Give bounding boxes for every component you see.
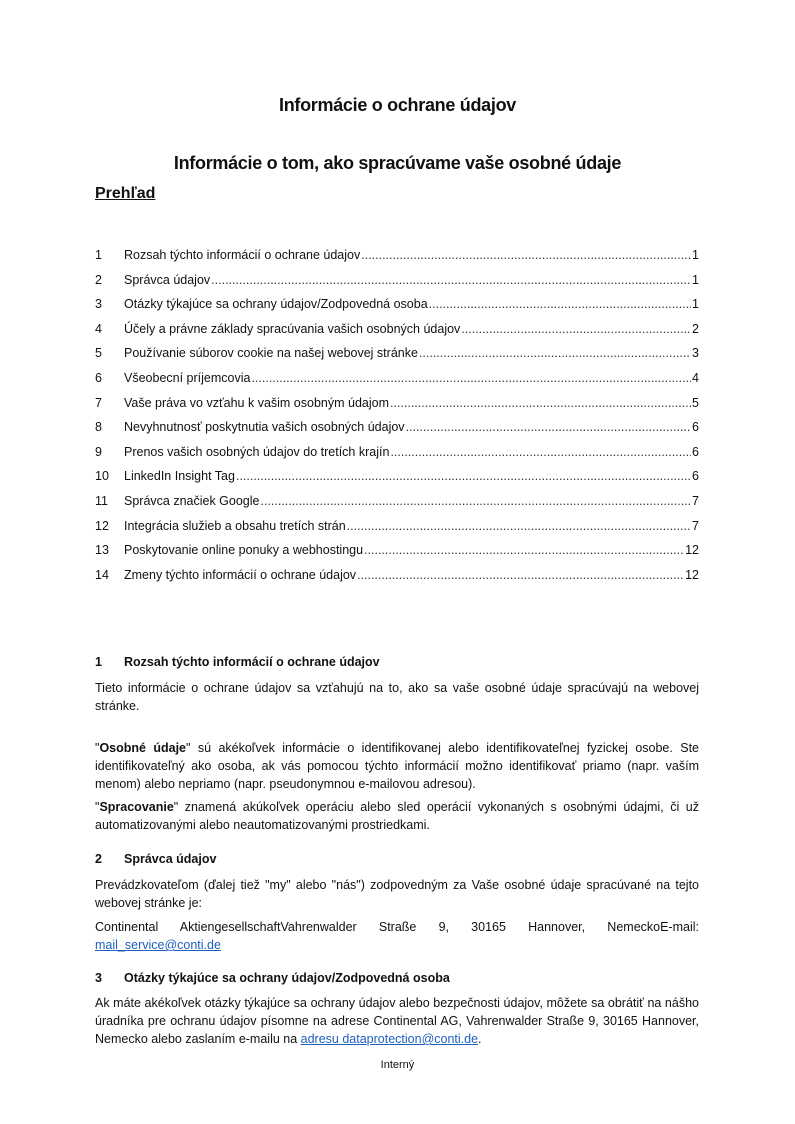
toc-title: LinkedIn Insight Tag	[124, 469, 235, 484]
paragraph-end: .	[478, 1032, 482, 1046]
toc-number: 13	[95, 543, 109, 558]
toc-entry[interactable]	[95, 396, 699, 421]
toc-page-number: 7	[692, 518, 699, 533]
email-link[interactable]: mail_service@conti.de	[95, 938, 221, 952]
toc-entry[interactable]	[95, 346, 699, 371]
toc-page-number: 4	[692, 370, 699, 385]
toc-page-number: 6	[692, 444, 699, 459]
toc-title: Všeobecní príjemcovia	[124, 370, 251, 385]
document-subtitle: Informácie o tom, ako spracúvame vaše osobné údaje	[173, 153, 622, 173]
toc-entry[interactable]	[95, 322, 699, 347]
toc-entry[interactable]	[95, 494, 699, 519]
toc-number: 1	[95, 248, 102, 262]
footer-classification: Interný	[380, 1059, 415, 1071]
toc-entry[interactable]	[95, 371, 699, 396]
toc-entry[interactable]	[95, 519, 699, 544]
paragraph-personal-data: "Osobné údaje" sú akékoľvek informácie o identifikovanej alebo identifikovateľnej fyzickej osobe. Ste identifikovateľný ako osoba, ak vás pomocou týchto informácií možno identifikovať priamo (napr. vaším menom) alebo nepriamo (napr. pseudonymnou e-mailovou adresou).	[95, 741, 699, 791]
toc-entry[interactable]	[95, 543, 699, 568]
toc-entry[interactable]	[95, 568, 699, 593]
toc-entry[interactable]	[95, 469, 699, 494]
toc-leader-dots	[211, 273, 691, 287]
paragraph: Tieto informácie o ochrane údajov sa vzťahujú na to, ako sa vaše osobné údaje spracúvajú na webovej stránke.	[95, 681, 699, 713]
toc-leader-dots	[364, 543, 684, 557]
toc-number: 8	[95, 420, 102, 435]
toc-leader-dots	[357, 568, 684, 582]
toc-leader-dots	[347, 519, 691, 533]
toc-entry[interactable]	[95, 273, 699, 298]
dataprotection-email-link[interactable]: adresu dataprotection@conti.de	[300, 1032, 479, 1046]
section-title: Správca údajov	[124, 852, 217, 866]
paragraph-processing: "Spracovanie" znamená akúkoľvek operáciu alebo sled operácií vykonaných s osobnými údajmi, či už automatizovanými alebo neautomatizovanými prostriedkami.	[95, 800, 699, 832]
toc-title: Prenos vašich osobných údajov do tretích krajín	[124, 444, 390, 459]
toc-title: Poskytovanie online ponuky a webhostingu	[124, 543, 364, 558]
toc-number: 3	[95, 297, 102, 312]
toc-leader-dots	[390, 445, 691, 459]
toc-number: 6	[95, 370, 102, 385]
section-number: 3	[95, 971, 102, 985]
toc-entry[interactable]	[95, 420, 699, 445]
toc-page-number: 2	[692, 321, 699, 336]
toc-leader-dots	[461, 322, 691, 336]
toc-title: Zmeny týchto informácií o ochrane údajov	[124, 567, 357, 582]
toc-number: 11	[95, 493, 108, 508]
toc-leader-dots	[406, 420, 691, 434]
toc-page-number: 3	[692, 346, 699, 361]
toc-page-number: 1	[692, 297, 699, 312]
section-2	[95, 850, 699, 954]
toc-title: Účely a právne základy spracúvania vašich osobných údajov	[124, 321, 461, 336]
section-title: Otázky týkajúce sa ochrany údajov/Zodpovedná osoba	[124, 971, 450, 985]
paragraph	[95, 994, 699, 1048]
section-number: 1	[95, 655, 102, 669]
overview-heading: Prehľad	[95, 185, 156, 202]
section-heading	[95, 653, 699, 671]
toc-title: Integrácia služieb a obsahu tretích strán	[124, 518, 346, 533]
toc-page-number: 1	[692, 248, 699, 262]
toc-title: Správca značiek Google	[124, 493, 260, 508]
paragraph-text: sú akékoľvek informácie o identifikovanej alebo identifikovateľnej fyzickej osobe. Ste identifikovateľný ako osoba, ak vás pomocou týchto informácií možno identifikovať priamo (napr. vaším menom) alebo nepriamo (napr. pseudonymnou e-mailovou adresou).	[95, 741, 699, 791]
address-line: Continental AktiengesellschaftVahrenwalder Straße 9, 30165 Hannover, NemeckoE-mail:	[95, 920, 699, 934]
section-number: 2	[95, 852, 102, 866]
toc-title: Nevyhnutnosť poskytnutia vašich osobných údajov	[124, 420, 405, 435]
toc-number: 4	[95, 321, 102, 336]
section-heading	[95, 850, 699, 868]
toc-number: 7	[95, 395, 102, 410]
term-personal-data: Osobné údaje	[99, 741, 187, 755]
toc-entry[interactable]	[95, 445, 699, 470]
toc-title: Správca údajov	[124, 272, 211, 287]
toc-title: Otázky týkajúce sa ochrany údajov/Zodpovedná osoba	[124, 297, 428, 312]
toc-leader-dots	[390, 396, 691, 410]
toc-page-number: 5	[692, 395, 699, 410]
toc-page-number: 7	[692, 493, 699, 508]
section-1	[95, 653, 699, 834]
toc-page-number: 6	[692, 469, 699, 484]
term-processing: Spracovanie	[99, 800, 174, 814]
toc-page-number: 12	[685, 567, 699, 582]
toc-title: Rozsah týchto informácií o ochrane údajov	[124, 248, 361, 262]
section-3	[95, 969, 699, 1048]
toc-page-number: 1	[692, 272, 699, 287]
table-of-contents	[95, 248, 699, 592]
toc-leader-dots	[261, 494, 692, 508]
toc-entry[interactable]	[95, 297, 699, 322]
toc-number: 5	[95, 346, 102, 361]
document-title: Informácie o ochrane údajov	[279, 95, 516, 115]
toc-title: Používanie súborov cookie na našej webovej stránke	[124, 346, 418, 361]
section-heading	[95, 969, 699, 987]
paragraph-text: znamená akúkoľvek operáciu alebo sled operácií vykonaných s osobnými údajmi, či už automatizovanými alebo neautomatizovanými prostriedkami.	[95, 800, 699, 832]
toc-entry[interactable]	[95, 248, 699, 273]
section-title: Rozsah týchto informácií o ochrane údajov	[124, 655, 380, 669]
toc-leader-dots	[419, 346, 691, 360]
toc-number: 14	[95, 567, 109, 582]
toc-leader-dots	[429, 297, 691, 311]
toc-number: 10	[95, 469, 109, 484]
toc-leader-dots	[251, 371, 691, 385]
toc-number: 2	[95, 272, 102, 287]
toc-number: 9	[95, 444, 102, 459]
toc-page-number: 6	[692, 420, 699, 435]
toc-number: 12	[95, 518, 109, 533]
toc-page-number: 12	[685, 543, 699, 558]
toc-leader-dots	[361, 248, 691, 262]
paragraph-text: Ak máte akékoľvek otázky týkajúce sa ochrany údajov alebo bezpečnosti údajov, môžete sa obrátiť na nášho úradníka pre ochranu údajov písomne na adrese Continental AG, Vahrenwalder Straße 9, 30165 Hannover, Nemecko alebo zaslaním e-mailu na	[95, 996, 699, 1046]
paragraph: Prevádzkovateľom (ďalej tiež "my" alebo "nás") zodpovedným za Vaše osobné údaje spracúvané na tejto webovej stránke je:	[95, 878, 699, 910]
toc-title: Vaše práva vo vzťahu k vašim osobným údajom	[124, 395, 389, 410]
toc-leader-dots	[236, 469, 691, 483]
